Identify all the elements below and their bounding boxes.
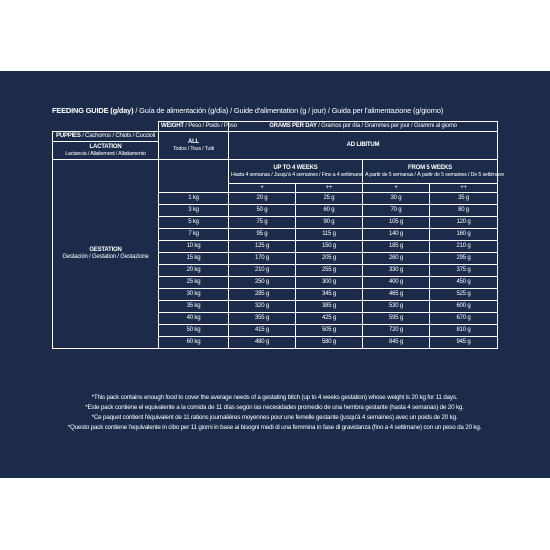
grams-cell: 400 g [363,277,430,289]
weight-cell: 30 kg [159,289,229,301]
gestation-label [53,160,159,349]
grams-cell: 425 g [296,313,363,325]
grams-header [229,122,498,132]
grams-cell: 125 g [229,241,296,253]
grams-cell: 120 g [430,217,498,229]
grams-cell: 35 g [430,193,498,205]
footnote-fr: *Ce paquet contient l'équivalent de 11 rations journalières moyennes pour une femelle gestante (jusqu'à 4 semaines) avec un poids de 20 kg. [91,414,458,421]
grams-cell: 415 g [229,325,296,337]
weight-cell: 50 kg [159,325,229,337]
weight-cell: 40 kg [159,313,229,325]
sub-plus-2: + [363,184,430,193]
weight-cell: 1 kg [159,193,229,205]
grams-cell: 945 g [430,337,498,349]
weight-header-trans: / Peso / Poids / Peso [183,123,237,129]
weight-cell: 3 kg [159,205,229,217]
grams-cell: 255 g [296,265,363,277]
sub-plusplus-1: ++ [296,184,363,193]
grams-cell: 285 g [229,289,296,301]
puppies-trans: / Cachorros / Chiots / Cuccioli [80,133,155,139]
grams-cell: 375 g [430,265,498,277]
grams-header-trans: / Gramos por día / Grammes per jour / Grammi al giorno [316,123,457,129]
grams-cell: 30 g [363,193,430,205]
gestation-main: GESTATION [89,247,122,253]
grams-cell: 465 g [363,289,430,301]
grams-cell: 480 g [229,337,296,349]
sub-plus-1: + [229,184,296,193]
up-to-4-weeks-header [229,160,363,184]
grams-cell: 90 g [296,217,363,229]
grams-cell: 150 g [296,241,363,253]
grams-cell: 95 g [229,229,296,241]
title-main: FEEDING GUIDE (g/day) [52,106,134,115]
grams-cell: 20 g [229,193,296,205]
grams-cell: 205 g [296,253,363,265]
lactation-label [53,142,159,160]
grams-cell: 25 g [296,193,363,205]
up-to-4-main: UP TO 4 WEEKS [273,164,318,171]
grams-cell: 720 g [363,325,430,337]
grams-cell: 355 g [229,313,296,325]
puppies-label [53,132,159,142]
grams-header-main: GRAMS PER DAY [269,123,317,129]
grams-cell: 160 g [430,229,498,241]
grams-cell: 580 g [296,337,363,349]
sub-plusplus-2: ++ [430,184,498,193]
weight-cell: 20 kg [159,265,229,277]
gestation-trans: Gestación / Gestation / Gestazione [62,254,149,260]
weight-cell: 35 kg [159,301,229,313]
footnote-en: *This pack contains enough food to cover the average needs of a gestating bitch (up to 4 weeks gestation) whose weight is 20 kg for 11 days. [91,394,458,401]
grams-cell: 210 g [430,241,498,253]
feeding-guide-title [52,106,512,115]
lactation-main: LACTATION [89,143,122,150]
weight-header [159,122,237,132]
grams-cell: 170 g [229,253,296,265]
title-translations: / Guía de alimentación (g/día) / Guide d'alimentation (g / jour) / Guida per l'alimentazione (g/giorno) [133,106,444,115]
all-weights-cell [159,132,229,160]
grams-cell: 105 g [363,217,430,229]
weight-cell: 15 kg [159,253,229,265]
grams-cell: 505 g [296,325,363,337]
grams-cell: 530 g [363,301,430,313]
grams-cell: 810 g [430,325,498,337]
empty-corner [53,122,159,132]
up-to-4-trans: Hasta 4 semanas / Jusqu'à 4 semaines / Fino a 4 settimane [231,171,363,178]
grams-cell: 670 g [430,313,498,325]
grams-cell: 140 g [363,229,430,241]
puppies-main: PUPPIES [56,133,81,139]
grams-cell: 295 g [430,253,498,265]
all-main: ALL [187,138,200,145]
grams-cell: 595 g [363,313,430,325]
grams-cell: 70 g [363,205,430,217]
grams-cell: 115 g [296,229,363,241]
from-5-weeks-header [363,160,505,184]
grams-cell: 250 g [229,277,296,289]
from-5-main: FROM 5 WEEKS [408,164,452,171]
grams-cell: 60 g [296,205,363,217]
grams-cell: 320 g [229,301,296,313]
weight-cell: 5 kg [159,217,229,229]
grams-cell: 330 g [363,265,430,277]
weight-col-blank [159,160,229,193]
feeding-table [52,121,505,349]
grams-cell: 600 g [430,301,498,313]
grams-cell: 300 g [296,277,363,289]
grams-cell: 450 g [430,277,498,289]
grams-cell: 210 g [229,265,296,277]
grams-cell: 75 g [229,217,296,229]
from-5-trans: A partir de 5 semanas / À partir de 5 semaines / De 5 settimane [365,171,505,178]
ad-libitum-cell: AD LIBITUM [229,132,498,160]
all-trans: Todos / Tous / Tutti [173,145,214,152]
grams-cell: 385 g [296,301,363,313]
grams-cell: 525 g [430,289,498,301]
weight-header-main: WEIGHT [161,123,184,129]
lactation-trans: Lactancia / Allaitement / Allattamento [65,150,146,157]
grams-cell: 185 g [363,241,430,253]
grams-cell: 345 g [296,289,363,301]
weight-cell: 10 kg [159,241,229,253]
grams-cell: 50 g [229,205,296,217]
weight-cell: 60 kg [159,337,229,349]
grams-cell: 845 g [363,337,430,349]
footnote-it: *Questo pack contiene l'equivalente in cibo per 11 giorni in base ai bisogni medi di una femmina in fase di gravidanza (fino a 4 settimane) con un peso da 20 kg. [67,424,482,431]
grams-cell: 260 g [363,253,430,265]
footnote-es: *Este pack contiene el equivalente a la comida de 11 días según las necesidades promedio de una hembra gestante (hasta 4 semanas) de 20 kg. [85,404,464,411]
grams-cell: 80 g [430,205,498,217]
weight-cell: 7 kg [159,229,229,241]
weight-cell: 25 kg [159,277,229,289]
footnotes [52,393,497,433]
